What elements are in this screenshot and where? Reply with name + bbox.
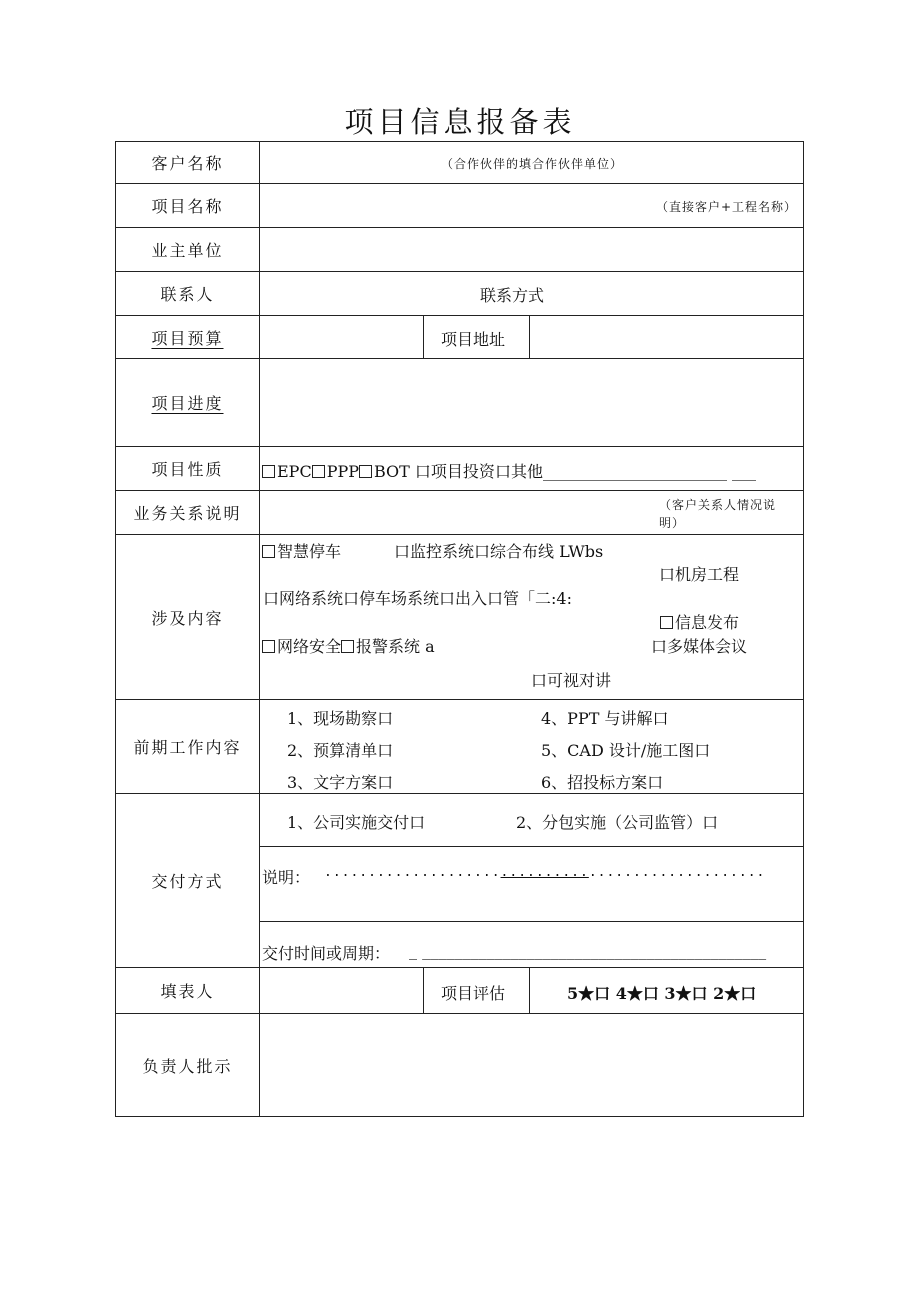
info-form: [115, 141, 804, 1117]
alarm-checkbox[interactable]: [341, 640, 354, 653]
page-title: 项目信息报备表: [344, 105, 576, 139]
relation-hint-1: （客户关系人情况说: [659, 498, 777, 512]
machine-room-option[interactable]: 口机房工程: [659, 565, 740, 584]
delivery-note-label: 说明：: [262, 868, 311, 887]
contact-label: 联系人: [116, 272, 260, 315]
prework-item[interactable]: 1、现场勘察口: [287, 709, 394, 728]
filler-field[interactable]: [259, 968, 423, 1013]
network-security-checkbox[interactable]: [262, 640, 275, 653]
row-contact: [116, 272, 803, 316]
scope-label: 涉及内容: [116, 535, 260, 699]
customer-field[interactable]: [259, 142, 803, 183]
customer-label: 客户名称: [116, 142, 260, 183]
relation-hint-2: 明）: [659, 516, 686, 530]
project-name-field[interactable]: [259, 184, 803, 227]
relation-field[interactable]: [259, 491, 803, 534]
delivery-option-2[interactable]: 2、分包实施（公司监管）口: [516, 813, 719, 832]
info-release-checkbox[interactable]: [660, 616, 673, 629]
row-delivery: [116, 794, 803, 968]
prework-item[interactable]: 3、文字方案口: [287, 773, 394, 792]
budget-label: 项目预算: [116, 316, 260, 358]
row-filler: [116, 968, 803, 1014]
approval-label: 负责人批示: [116, 1014, 260, 1116]
monitoring-option[interactable]: 口监控系统口综合布线 LWbs: [394, 542, 604, 561]
multimedia-option[interactable]: 口多媒体会议: [651, 637, 748, 656]
prework-item[interactable]: 5、CAD 设计/施工图口: [541, 741, 711, 760]
prework-item[interactable]: 6、招投标方案口: [541, 773, 664, 792]
network-option[interactable]: 口网络系统口停车场系统口出入口管「二:4:: [263, 589, 572, 608]
row-customer: [116, 142, 803, 184]
address-field[interactable]: [530, 316, 803, 358]
prework-item[interactable]: 4、PPT 与讲解口: [541, 709, 669, 728]
epc-checkbox[interactable]: [262, 465, 275, 478]
address-label: 项目地址: [441, 330, 506, 349]
bot-checkbox[interactable]: [359, 465, 372, 478]
customer-hint: （合作伙伴的填合作伙伴单位）: [441, 157, 624, 171]
delivery-note-blank[interactable]: ..................................................: [324, 865, 766, 880]
intercom-option[interactable]: 口可视对讲: [531, 671, 612, 690]
row-prework: [116, 700, 803, 794]
row-budget: [116, 316, 803, 359]
relation-label: 业务关系说明: [116, 491, 260, 534]
row-scope: [116, 535, 803, 700]
info-release-option[interactable]: 信息发布: [660, 610, 739, 633]
row-approval: [116, 1014, 803, 1116]
owner-label: 业主单位: [116, 228, 260, 271]
progress-label: 项目进度: [116, 359, 260, 446]
filler-label: 填表人: [116, 968, 260, 1013]
smart-parking-checkbox[interactable]: [262, 545, 275, 558]
prework-item[interactable]: 2、预算清单口: [287, 741, 394, 760]
row-owner: [116, 228, 803, 272]
network-security-option[interactable]: 网络安全 报警系统 a: [262, 634, 435, 657]
delivery-period-label: 交付时间或周期：: [262, 944, 391, 963]
contact-method-label: 联系方式: [480, 286, 545, 305]
nature-label: 项目性质: [116, 447, 260, 490]
project-name-label: 项目名称: [116, 184, 260, 227]
ppp-checkbox[interactable]: [312, 465, 325, 478]
row-nature: [116, 447, 803, 491]
nature-other-blank[interactable]: _______________________ ___: [542, 462, 757, 481]
budget-field[interactable]: [259, 316, 423, 358]
project-name-hint: （直接客户+工程名称）: [655, 200, 797, 214]
owner-field[interactable]: [259, 228, 803, 271]
delivery-label: 交付方式: [116, 794, 260, 967]
delivery-option-1[interactable]: 1、公司实施交付口: [287, 813, 426, 832]
prework-label: 前期工作内容: [116, 700, 260, 793]
rating-options[interactable]: 5★口 4★口 3★口 2★口: [567, 984, 757, 1003]
progress-field[interactable]: [259, 359, 803, 446]
approval-field[interactable]: [259, 1014, 803, 1116]
nature-options: EPC PPP BOT 口项目投资口其他_______________________ ___: [262, 459, 756, 482]
row-progress: [116, 359, 803, 447]
row-project-name: [116, 184, 803, 228]
delivery-period-blank[interactable]: _ ___________________________________________: [409, 941, 767, 960]
eval-label: 项目评估: [441, 984, 506, 1003]
row-relation: [116, 491, 803, 535]
smart-parking-option[interactable]: 智慧停车: [262, 539, 341, 562]
contact-field[interactable]: [259, 272, 803, 315]
